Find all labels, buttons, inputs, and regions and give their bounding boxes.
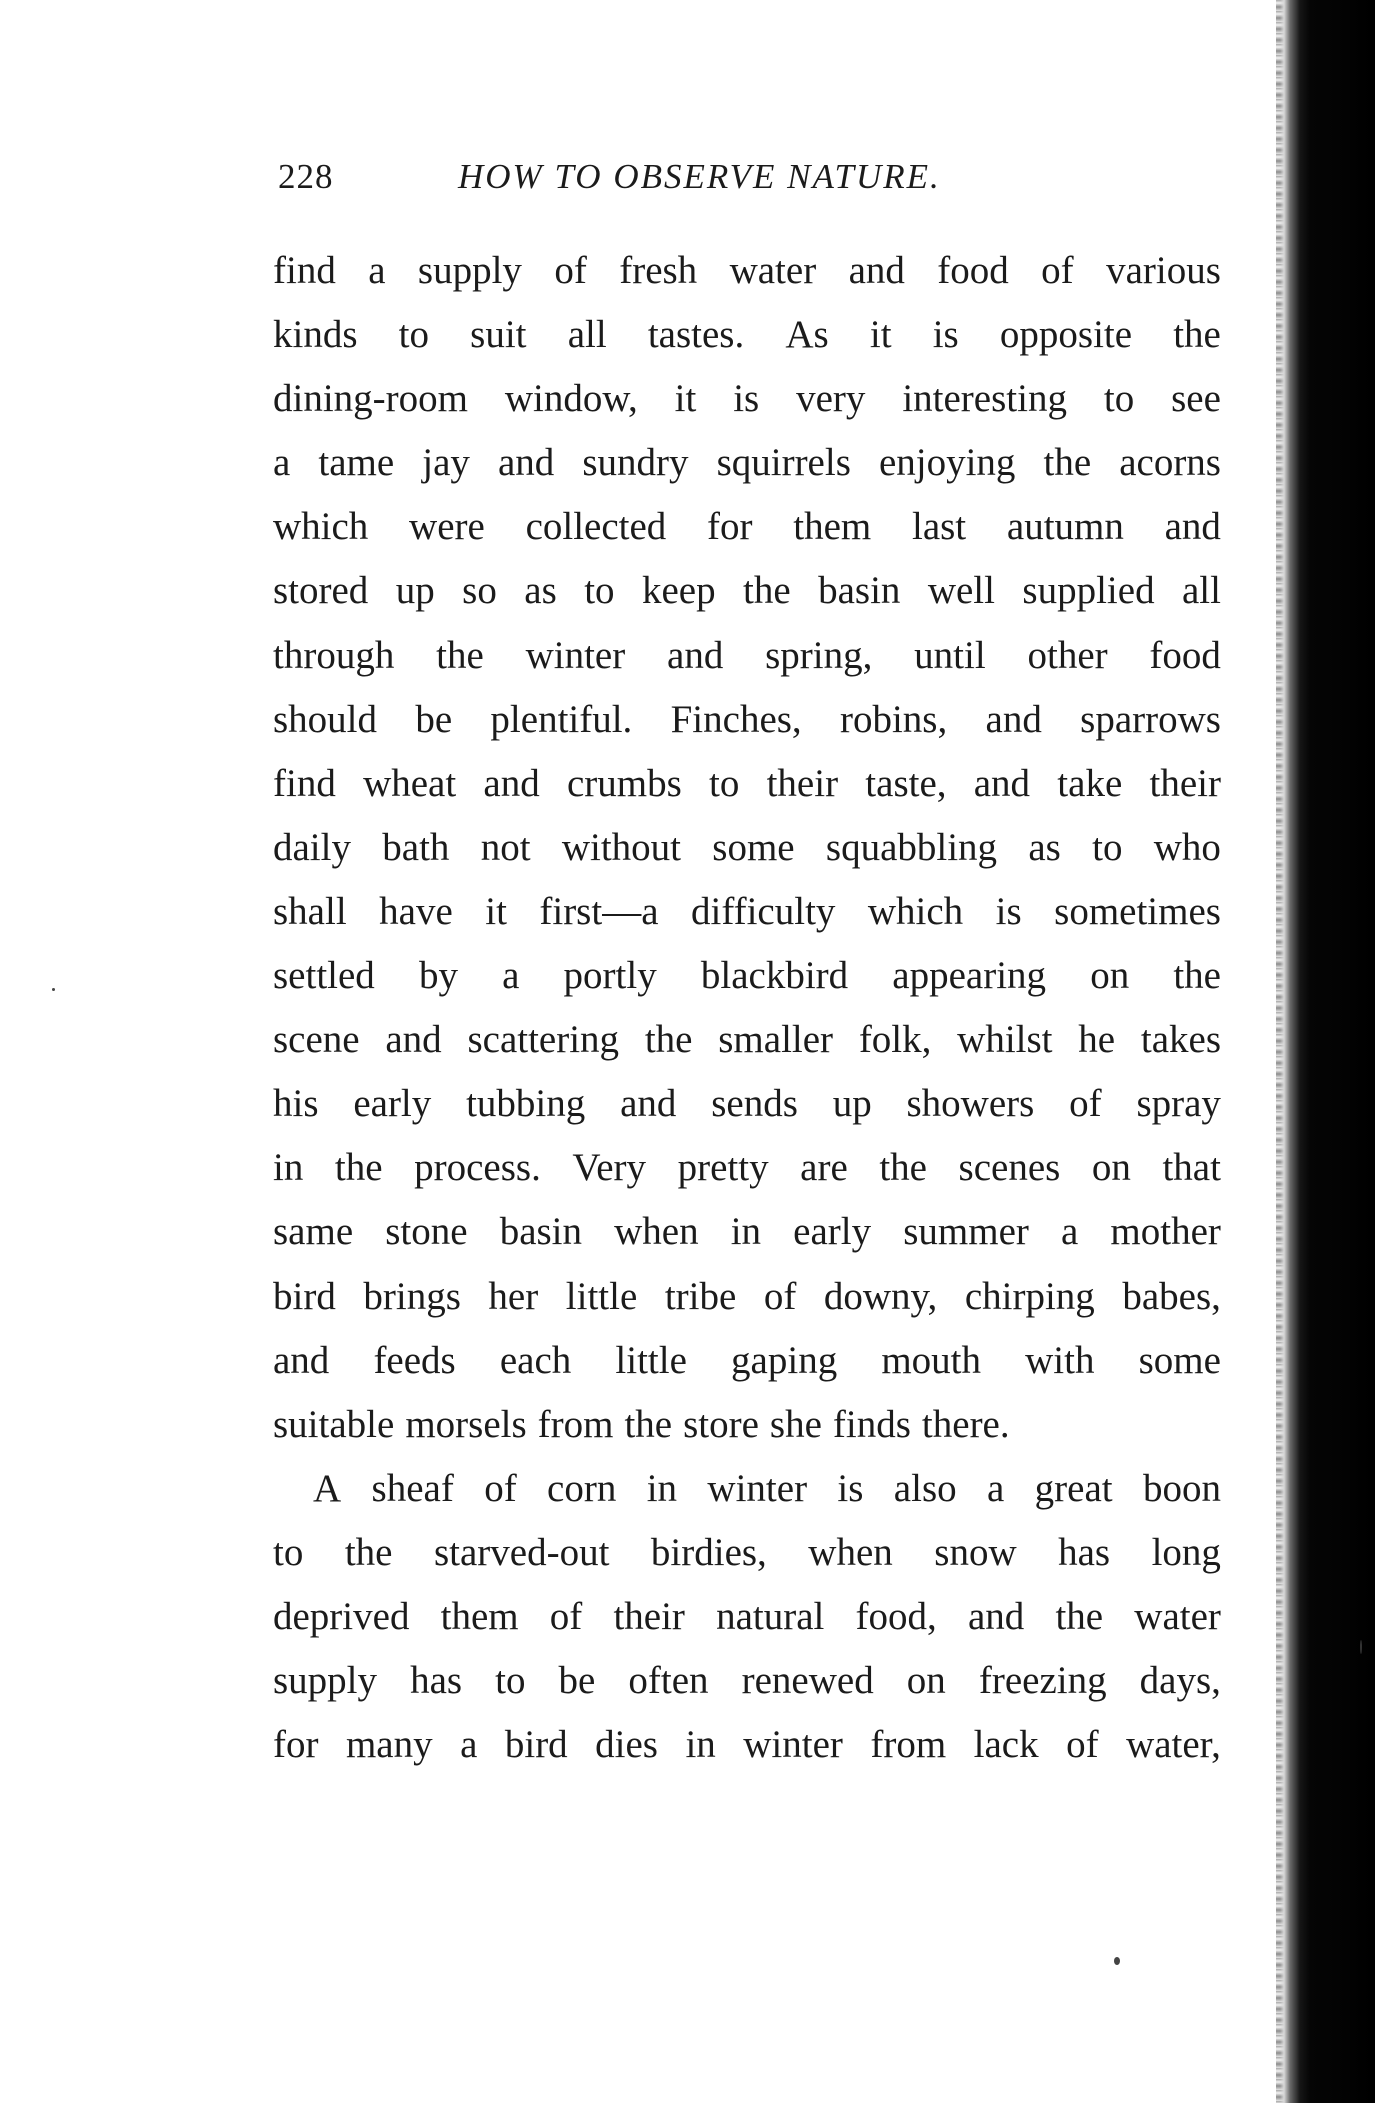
page-number: 228 [278, 157, 334, 196]
text-line: settled by a portly blackbird appearing on the [273, 954, 1221, 998]
text-line: same stone basin when in early summer a mother [273, 1210, 1221, 1254]
text-line: in the process. Very pretty are the scenes on that [273, 1146, 1221, 1190]
text-line: stored up so as to keep the basin well supplied all [273, 569, 1221, 613]
binding-shadow [1280, 0, 1375, 2103]
text-line: deprived them of their natural food, and the water [273, 1594, 1221, 1638]
text-line: dining-room window, it is very interesting to see [273, 377, 1221, 421]
page-header [278, 152, 1228, 202]
text-line: daily bath not without some squabbling as to who [273, 825, 1221, 869]
text-line: through the winter and spring, until other food [273, 633, 1221, 677]
text-line: his early tubbing and sends up showers of spray [273, 1082, 1221, 1126]
text-line: to the starved-out birdies, when snow has long [273, 1530, 1221, 1574]
paragraph-2 [273, 1457, 1221, 1777]
body-text [273, 239, 1221, 1777]
running-title: HOW TO OBSERVE NATURE. [458, 157, 941, 196]
text-line: for many a bird dies in winter from lack of water, [273, 1723, 1221, 1767]
ink-speck [1114, 1957, 1120, 1965]
text-line: a tame jay and sundry squirrels enjoying the acorns [273, 441, 1221, 485]
paragraph-1 [273, 239, 1221, 1457]
text-line: should be plentiful. Finches, robins, and sparrows [273, 697, 1221, 741]
text-line: find wheat and crumbs to their taste, and take their [273, 761, 1221, 805]
text-line: suitable morsels from the store she finds there. [273, 1402, 1010, 1446]
text-line: A sheaf of corn in winter is also a great boon [313, 1466, 1221, 1510]
text-line: supply has to be often renewed on freezing days, [273, 1659, 1221, 1703]
text-line: scene and scattering the smaller folk, whilst he takes [273, 1018, 1221, 1062]
text-line: find a supply of fresh water and food of various [273, 249, 1221, 292]
text-line: kinds to suit all tastes. As it is opposite the [273, 313, 1221, 357]
text-line: which were collected for them last autumn and [273, 505, 1221, 549]
text-line: and feeds each little gaping mouth with some [273, 1338, 1221, 1382]
text-line: bird brings her little tribe of downy, chirping babes, [273, 1274, 1221, 1318]
text-line: shall have it first—a difficulty which is sometimes [273, 889, 1221, 933]
ink-speck [52, 988, 55, 991]
ink-speck [1360, 1640, 1362, 1654]
